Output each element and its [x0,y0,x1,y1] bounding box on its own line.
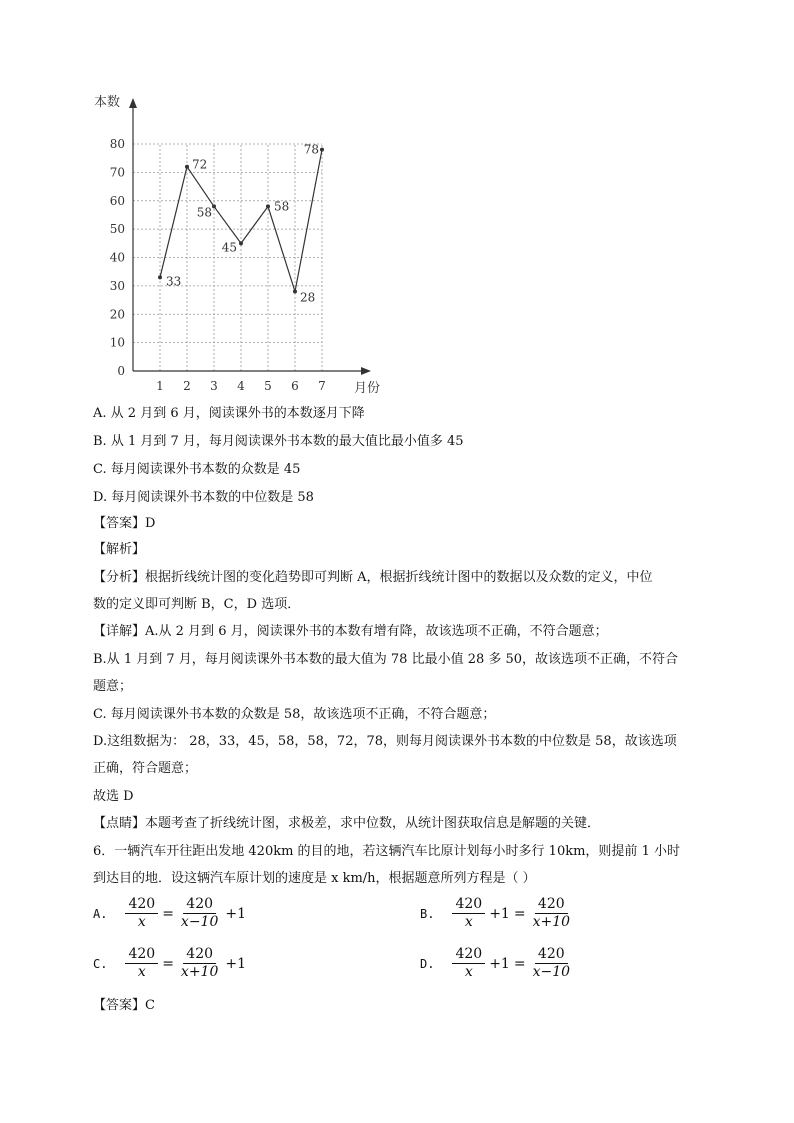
explain-line: 【分析】根据折线统计图的变化趋势即可判断 A，根据折线统计图中的数据以及众数的定义，中位 [93,570,653,585]
line-chart [90,88,400,408]
data-label: 72 [192,157,208,172]
y-axis-arrow [129,98,137,108]
option-d: D. 每月阅读课外书本数的中位数是 58 [93,490,314,505]
data-point [158,275,162,279]
y-tick-label: 30 [109,278,125,293]
option-a: A. 从 2 月到 6 月，阅读课外书的本数逐月下降 [93,406,365,421]
x-axis-arrow [361,367,371,375]
explain-line: 【点睛】本题考查了折线统计图，求极差，求中位数，从统计图获取信息是解题的关键． [93,816,601,831]
data-point [320,148,324,152]
x-tick-label: 2 [183,379,191,393]
data-point [185,165,189,169]
x-tick-label: 5 [264,379,272,393]
question-6: 6．一辆汽车开往距出发地 420km 的目的地，若这辆汽车比原计划每小时多行 10km，则提前 1 小时 [93,844,680,859]
x-tick-label: 7 [318,379,326,393]
y-axis-label: 本数 [94,95,121,110]
answer-label: 【答案】C [93,998,155,1013]
answer-label: 【答案】D [93,516,156,531]
y-tick-label: 80 [109,137,125,151]
x-axis-label: 月份 [354,381,381,396]
x-tick-label: 4 [237,379,245,393]
q6-option-a: A. $\frac{420}{x}$ = $\frac{420}{x-10}$ +1 [93,896,247,930]
y-tick-label: 10 [109,335,125,350]
data-point [239,241,243,245]
q6-option-d: D. $\frac{420}{x}$ +1 = $\frac{420}{x-10}$ [420,946,571,980]
x-tick-label: 3 [210,379,218,393]
y-tick-label: 0 [117,364,125,378]
x-tick-label: 1 [156,379,164,393]
explain-line: 【详解】A.从 2 月到 6 月，阅读课外书的本数有增有降，故该选项不正确，不符合题意； [93,624,608,639]
data-point [266,204,270,208]
data-label: 58 [274,199,290,214]
analysis-title: 【解析】 [93,542,146,557]
data-label: 28 [300,290,316,305]
data-point [293,290,297,294]
data-point [212,204,216,208]
explain-line: 故选 D [93,789,134,804]
explain-line: D.这组数据为： 28，33，45，58，58，72，78，则每月阅读课外书本数的中位数是 58，故该选项 [93,734,677,749]
y-tick-label: 60 [109,193,125,208]
y-tick-label: 50 [109,222,125,237]
explain-line: 题意； [93,679,133,694]
y-tick-label: 40 [109,250,125,265]
chart-ticks [110,137,326,393]
y-tick-label: 20 [109,307,125,322]
option-b: B. 从 1 月到 7 月，每月阅读课外书本数的最大值比最小值多 45 [93,434,464,449]
q6-option-c: C. $\frac{420}{x}$ = $\frac{420}{x+10}$ +1 [93,946,247,980]
question-6: 到达目的地．设这辆汽车原计划的速度是 x km/h，根据题意所列方程是（ ） [93,871,536,886]
option-label: A. [93,906,108,921]
data-label: 45 [221,240,237,255]
explain-line: 正确，符合题意； [93,761,198,776]
explain-line: C. 每月阅读课外书本数的众数是 58，故该选项不正确，不符合题意； [93,707,496,722]
data-label: 78 [303,142,319,157]
q6-option-b: B. $\frac{420}{x}$ +1 = $\frac{420}{x+10}$ [420,896,571,930]
x-tick-label: 6 [291,379,299,393]
option-label: B. [420,906,435,921]
data-label: 58 [196,205,212,220]
option-label: D. [420,956,435,971]
explain-line: 数的定义即可判断 B，C，D 选项． [93,597,301,612]
data-label: 33 [166,274,182,289]
chart-axes [94,94,380,396]
y-tick-label: 70 [109,165,125,180]
chart-grid [133,144,322,371]
option-c: C. 每月阅读课外书本数的众数是 45 [93,462,301,477]
explain-line: B.从 1 月到 7 月，每月阅读课外书本数的最大值为 78 比最小值 28 多 50，故该选项不正确，不符合 [93,652,679,667]
option-label: C. [93,956,108,971]
